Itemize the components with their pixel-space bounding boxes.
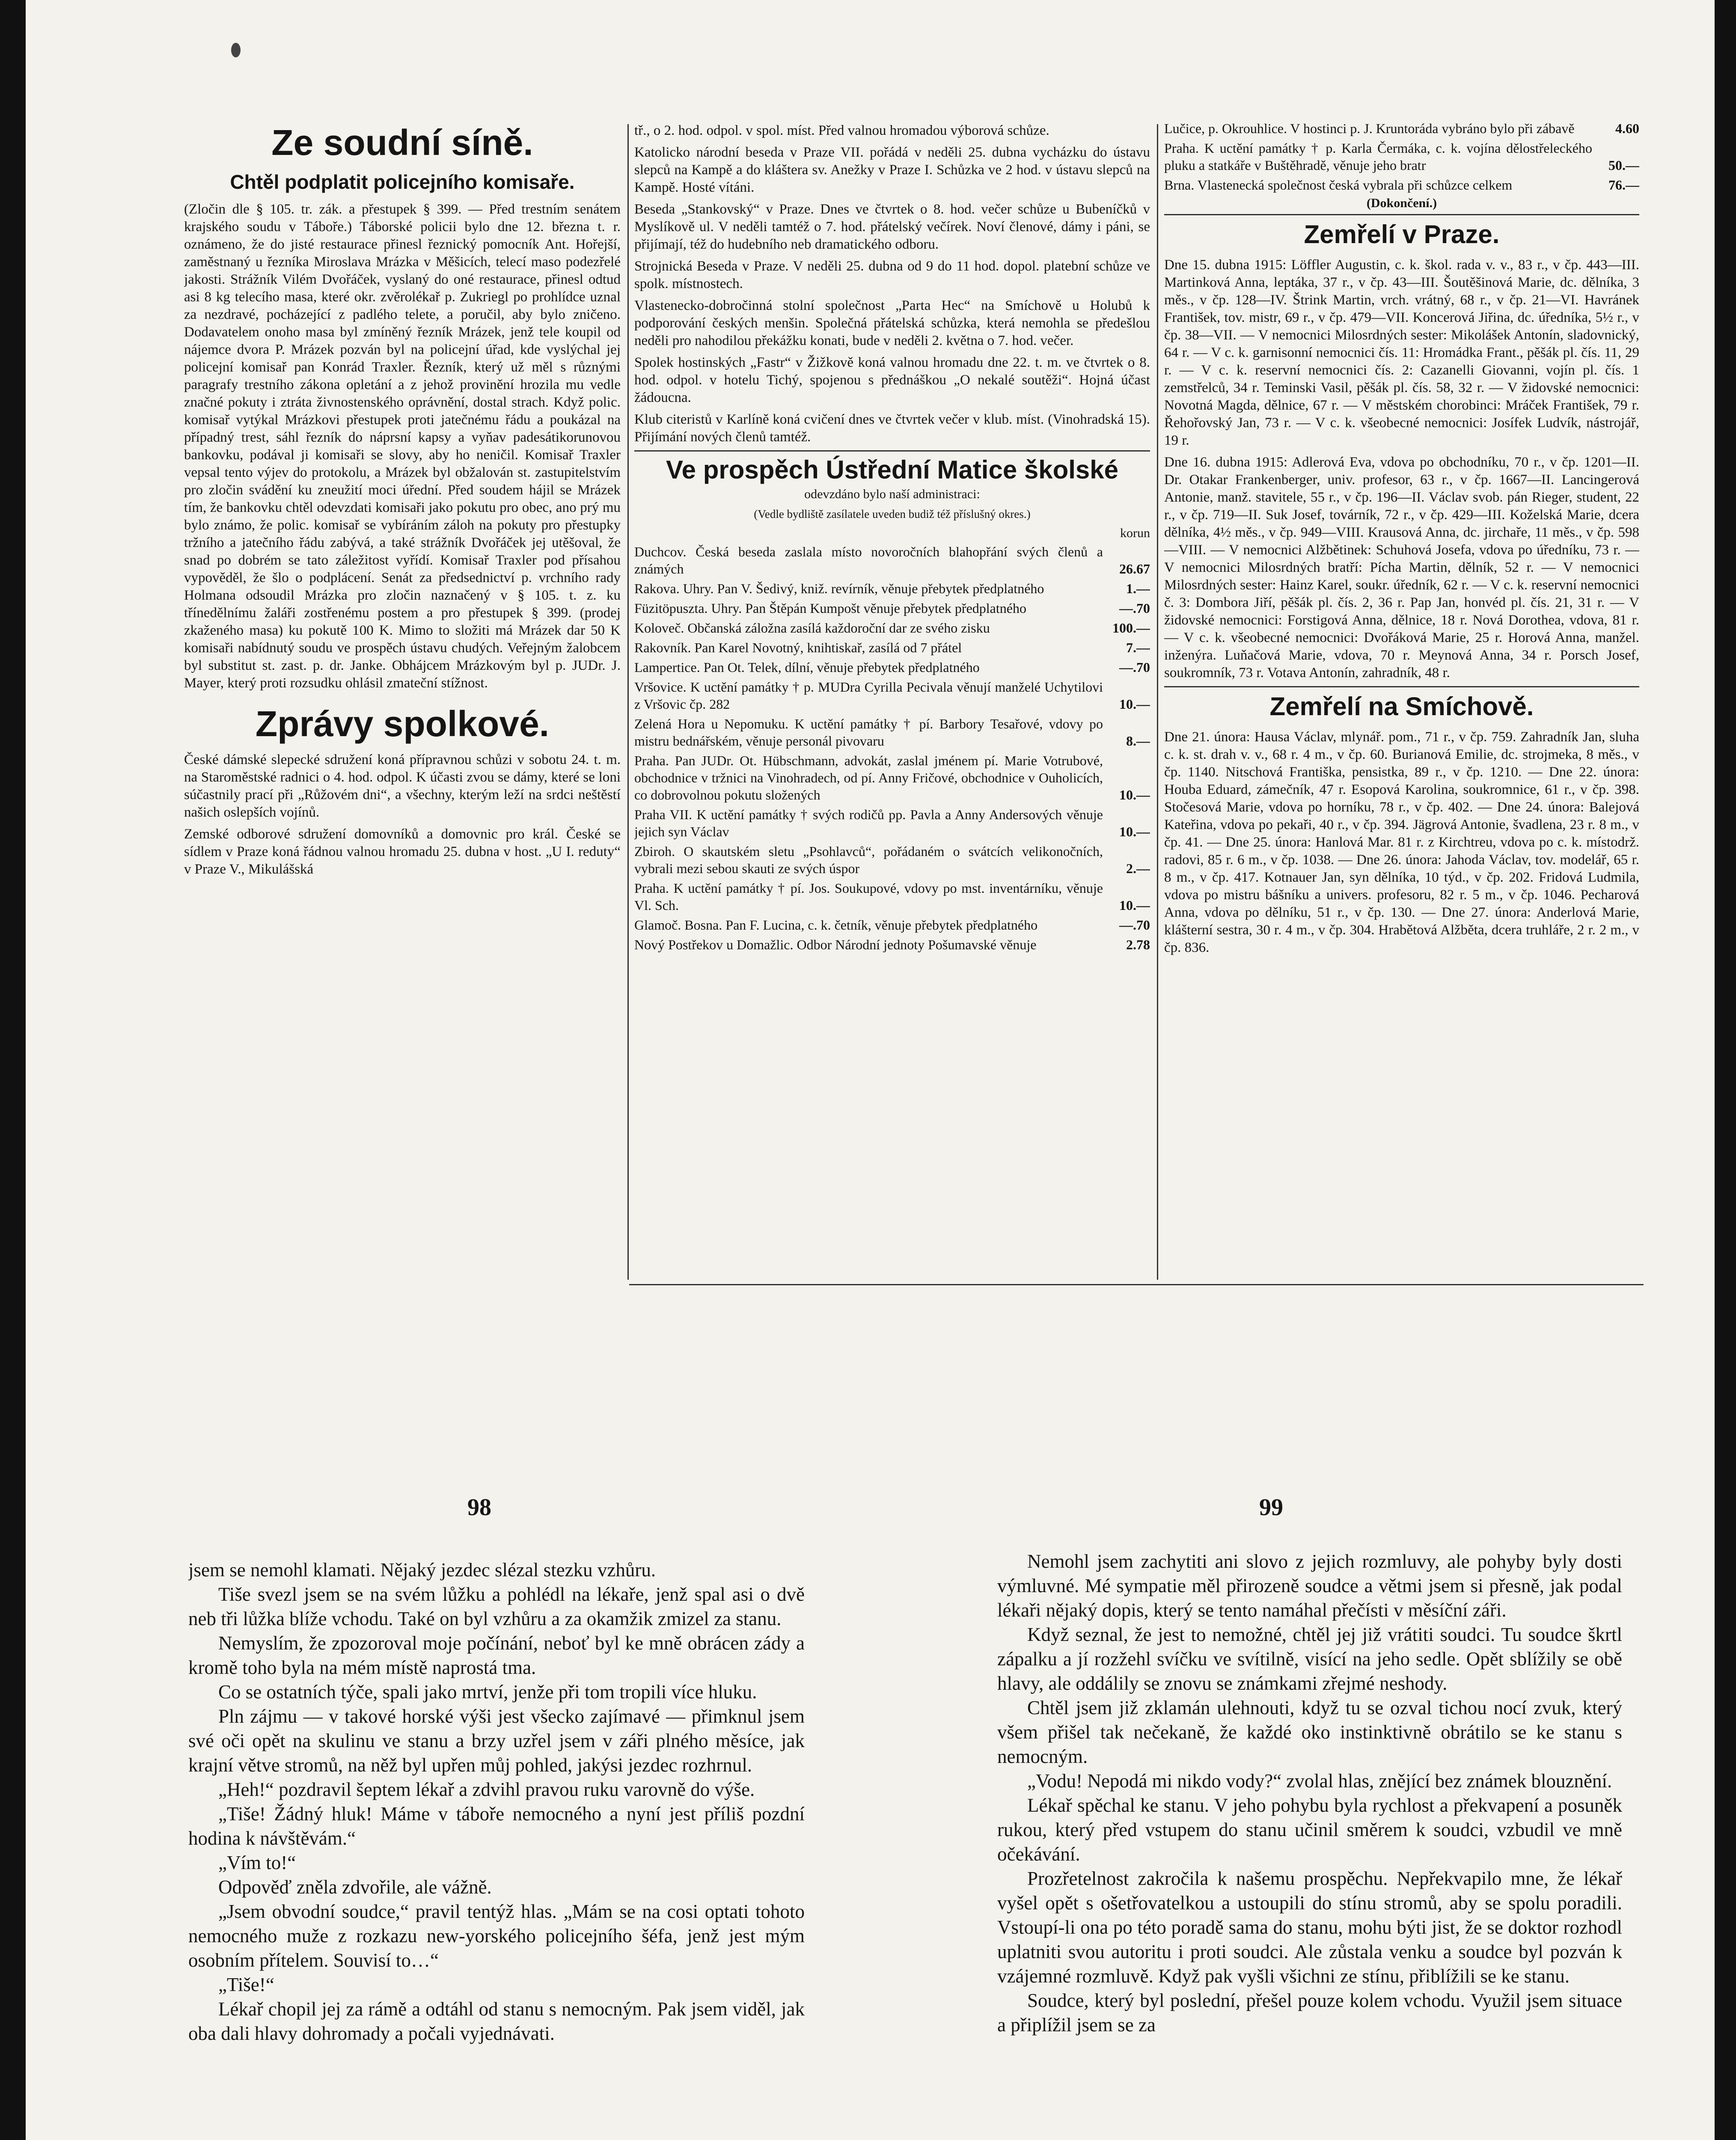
column-divider [627,124,629,1280]
donation-text: Zelená Hora u Nepomuku. K uctění památky † pí. Barbory Tesařové, vdovy po mistru bednářském, věnuje personál pivovaru [634,716,1103,749]
donations-title: Ve prospěch Ústřední Matice školské [666,455,1119,484]
section-divider [1164,214,1639,215]
donation-entry [634,580,1150,597]
donation-entry [634,936,1150,953]
club-notice: Katolicko národní beseda v Praze VII. pořádá v neděli 25. dubna vycházku do ústavu slepců na Kampě a do kláštera sv. Anežky v Praze I. Schůzka ve 2 hod. v ústavu slepců na Kampě. Hosté vítáni. [634,145,1150,195]
newspaper-middle-column [634,122,1150,1278]
club-notice: tř., o 2. hod. odpol. v spol. míst. Před valnou hromadou výborová schůze. [634,123,1049,138]
book-paragraph: „Tiše!“ [218,1974,274,1995]
book-left-page [188,1558,805,2140]
death-notice: Dne 21. února: Hausa Václav, mlynář. pom., 71 r., v čp. 759. Zahradník Jan, sluha c. k. st. drah v. v., 68 r. 4 m., v čp. 60. Burianová Emilie, dc. strojmeka, 8 měs., v čp. 1140. Nitschová Františka, pensistka, 89 r., v čp. 1210. — Dne 22. února: Houba Eduard, zámečník, 47 r. Esopová Karolina, soukromnice, 61 r., v čp. 398. Stočesová Marie, vdova po horníku, 78 r., v čp. 402. — Dne 24. února: Balejová Kateřina, vdova po pekaři, 40 r., v čp. 394. Jägrová Antonie, švadlena, 23 r. 8 m., v čp. 41. — Dne 25. února: Hanlová Mar. 81 r. z Kirchtreu, vdova po c. k. místodrž. radovi, 85 r. 6 m., v čp. 1038. — Dne 26. února: Jahoda Václav, tov. modelář, 65 r. 8 m., v čp. 417. Kotnauer Jan, syn dělníka, 10 týd., v čp. 202. Fridová Ludmila, vdova po mistru bášníku a univers. profesoru, 82 r. 5 m., v čp. 1046. Pecharová Anna, vdova po dělníku, 51 r., v čp. 130. — Dne 27. února: Anderlová Marie, klášterní sestra, 30 r. 4 m., v čp. 304. Hrabětová Alžběta, dcera truhláře, 2 r. 2 m., v čp. 836. [1164,729,1639,955]
club-notice: Zemské odborové sdružení domovníků a domovnic pro král. České se sídlem v Praze koná řádnou valnou hromadu 25. dubna v host. „U I. reduty“ v Praze V., Mikulášská [184,826,621,877]
currency-label: korun [1120,526,1150,540]
column-divider [1157,124,1158,1280]
donation-text: Füzitöpuszta. Uhry. Pan Štěpán Kumpošt věnuje přebytek předplatného [634,600,1026,616]
donation-text: Rakova. Uhry. Pan V. Šedivý, kniž. revírník, věnuje přebytek předplatného [634,581,1044,596]
donation-entry [634,843,1150,877]
donation-entry [634,880,1150,914]
book-paragraph: jsem se nemohl klamati. Nějaký jezdec slézal stezku vzhůru. [188,1559,656,1581]
book-paragraph: Odpověď zněla zdvořile, ale vážně. [218,1876,492,1898]
deaths-prague-list [1164,256,1639,682]
donation-entry [634,639,1150,656]
donation-amount: —.70 [1119,660,1150,675]
donation-text: Lampertice. Pan Ot. Telek, dílní, věnuje přebytek předplatného [634,660,980,675]
donation-text: Nový Postřekov u Domažlic. Odbor Národní jednoty Pošumavské věnuje [634,937,1037,952]
donation-amount: 26.67 [1119,561,1150,577]
section-divider [1164,686,1639,687]
donation-text: Rakovník. Pan Karel Novotný, knihtiskař, zasílá od 7 přátel [634,640,962,655]
donation-text: Praha. K uctění památky † p. Karla Čermáka, c. k. vojína dělostřeleckého pluku a statkáře v Buštěhradě, věnuje jeho bratr [1164,140,1592,173]
donations-note: (Vedle bydliště zasílatele uveden budiž též příslušný okres.) [754,508,1031,520]
newspaper-right-column [1164,120,1639,1280]
deaths-smichov-title: Zemřelí na Smíchově. [1269,692,1534,721]
club-notice: Klub citeristů v Karlíně koná cvičení dnes ve čtvrtek večer v klub. míst. (Vinohradská 15). Přijímání nových členů tamtéž. [634,412,1150,445]
book-paragraph: „Jsem obvodní soudce,“ pravil tentýž hlas. „Mám se na cosi optati tohoto nemocného muže z rozkazu new-yorského policejního šéfa, jenž jest mým osobním přítelem. Souvisí to…“ [188,1901,805,1971]
donation-entry [634,715,1150,749]
left-page-number: 98 [467,1494,491,1521]
donation-amount: 10.— [1119,696,1150,712]
donation-amount: —.70 [1119,600,1150,616]
club-news-body [184,751,621,878]
donation-text: Vršovice. K uctění památky † p. MUDra Cyrilla Pecivala věnují manželé Uchytilovi z Vršovic čp. 282 [634,679,1103,712]
death-notice: Dne 16. dubna 1915: Adlerová Eva, vdova po obchodníku, 70 r., v čp. 1201—II. Dr. Otakar Frankenberger, univ. profesor, 63 r., v čp. 1667—II. Lancingerová Antonie, manž. stavitele, 55 r., v čp. 196—II. Václav svob. pán Rieger, student, 22 r., v čp. 719—II. Suk Josef, továrník, 72 r., v čp. 429—III. Koželská Marie, dcera dělníka, 4½ měs., v čp. 949—VIII. Krausová Anna, dc. jirchaře, 11 měs., v čp. 598—VIII. — V nemocnici Alžbětinek: Schuhová Josefa, vdova po úředníku, 73 r. — V nemocnici Milosrdných bratří: Pícha Martin, dělník, 52 r. — V nemocnici Milosrdných sester: Hainz Karel, soukr. úředník, 62 r. — V c. k. reservní nemocnici č. 3: Dombora Jiří, pěšák pl. čís. 2, 36 r. Pap Jan, honvéd pl. čís. 21, 31 r. — V židovské nemocnici: Forstigová Anna, dělnice, 18 r. Nová Dorothea, vdova, 81 r. — V c. k. všeobecné nemocnici: Dvořáková Marie, 25 r. Horová Anna, manžel. inženýra. Luňačová Marie, vdova, 70 r. Meynová Anna, 34 r. Porsch Josef, soukromník, 73 r. Votava Antonín, zahradník, 48 r. [1164,455,1639,681]
book-paragraph: „Vodu! Nepodá mi nikdo vody?“ zvolal hlas, znějící bez známek blouznění. [1027,1770,1612,1792]
scan-left-edge [0,0,26,2140]
book-paragraph: Nemohl jsem zachytiti ani slovo z jejich rozmluvy, ale pohyby byly dosti výmluvné. Mé sympatie měl přirozeně soudce a větmi jsem si přesně, jak podal lékaři nějaký dopis, který se tento namáhal přečísti v měsíční záři. [997,1551,1622,1621]
death-notice: Dne 15. dubna 1915: Löffler Augustin, c. k. škol. rada v. v., 83 r., v čp. 443—III. Martinková Anna, leptáka, 37 r., v čp. 43—III. Šoutěšinová Marie, dc. dělníka, 3 měs., v čp. 128—IV. Štrink Martin, vrch. vrátný, 68 r., v čp. 21—VI. Havránek František, tov. mistr, 69 r., v čp. 479—VII. Koncerová Jiřina, dc. úředníka, 5½ r., v čp. 38—VII. — V nemocnici Milosrdných sester: Mikolášek Antonín, sladovnický, 64 r. — V c. k. garnisonní nemocnici čís. 11: Hromádka Frant., pěšák pl. čís. 11, 29 r. — V c. k. reservní nemocnici čís. 2: Cazanelli Giovanni, vojín pl. čís. 1 zemstřelců, 34 r. Teminski Vasil, pěšák pl. čís. 58, 32 r. — V židovské nemocnici: Novotná Magda, dělnice, 67 r. — V městském chorobinci: Mráček František, 79 r. Řehořovský Jan, 73 r. — V c. k. všeobecné nemocnici: Josífek Ludvík, nástrojář, 19 r. [1164,257,1639,448]
donation-amount: 50.— [1608,158,1639,173]
article-paragraph: (Zločin dle § 105. tr. zák. a přestupek § 399. — Před trestním senátem krajského soudu v Táboře.) Táborské policii bylo dne 12. března t. r. oznámeno, že do jisté restaurace přinesl řeznický pomocník Ant. Hořejší, zaměstnaný u řezníka Miroslava Mrázka v Měšicích, telecí maso podezřelé jakosti. Strážník Vilém Dvořáček, vyslaný do oné restaurace, přinesl odtud asi 8 kg telecího masa, které okr. zvěrolékař p. Zukriegl po prohlídce uznal za nezdravé, pocházející z padlého telete, a poručil, aby bylo zničeno. Dodavatelem onoho masa byl zmíněný řezník Mrázek, jenž tele koupil od nájemce dvora P. Mrázek pozván byl na policejní úřad, kde vyslýchal jej policejní komisař pan Konrád Traxler. Řezník, který už měl s různými paragrafy trestního zákona opletání a z jehož provinění hrozila mu vedle značné pokuty i ztráta živnostenského oprávnění, dostal strach. Když polic. komisař vytýkal Mrázkovi přestupek proti jatečnému řádu a poukázal na případný trest, sáhl řezník do náprsní kapsy a vyňav padesátikorunovou bankovku, podával ji komisaři se slovy, aby ho neničil. Komisař Traxler vepsal tento výjev do protokolu, a Mrázek byl obžalován st. zastupitelstvím pro zločin svádění ku zneužití moci úřední. Před soudem hájil se Mrázek tím, že bankovku chtěl odevzdati komisaři jako pokutu pro obec, ano prý mu bylo známo, že polic. komisař se vybíráním záloh na pokuty pro přestupky tržního a jatečního řádu zabývá, a také strážník Dvořáček jej utěšoval, že snad po dobrém se tato záležitost vyřídí. Komisař Traxler pod přísahou vypověděl, že šlo o podplácení. Senát za předsednictví p. vrchního rady Holmana odsoudil Mrázka pro zločin naznačený v § 105. t. z. ku třínedělnímu žaláři zostřenému postem a pro přestupek § 399. (prodej zkaženého masa) ku pokutě 100 K. Mimo to složiti má Mrázek dar 50 K komisaři nabídnutý soudu ve prospěch ústavu chudých. Veřejným žalobcem byl substitut st. zast. p. dr. Janke. Obhájcem Mrázkovým byl p. JUDr. J. Mayer, který proti rozsudku ohlásil zmateční stížnost. [184,202,621,691]
court-section-title: Ze soudní síně. [271,122,533,163]
donation-entry [634,806,1150,840]
donation-entry [1164,120,1639,137]
book-paragraph: Chtěl jsem již zklamán ulehnouti, když tu se ozval tichou nocí zvuk, který všem přišel tak nečekaně, že každé oko instinktivně obrátilo se ke stanu s nemocným. [997,1697,1622,1767]
donation-entry [634,543,1150,577]
donation-text: Praha. K uctění památky † pí. Jos. Soukupové, vdovy po mst. inventárníku, věnuje Vl. Sch. [634,880,1103,913]
clipping-bottom-rule [629,1284,1644,1285]
club-news-continued [634,122,1150,446]
court-article-body [184,201,621,692]
donation-amount: 1.— [1126,581,1150,596]
donation-text: Praha VII. K uctění památky † svých rodičů pp. Pavla a Anny Andersových věnuje jejich syn Václav [634,807,1103,839]
donation-amount: 10.— [1119,898,1150,913]
book-paragraph: Lékař chopil jej za rámě a odtáhl od stanu s nemocným. Pak jsem viděl, jak oba dali hlavy dohromady a počali vyjednávati. [188,1998,805,2044]
book-paragraph: Soudce, který byl poslední, přešel pouze kolem vchodu. Využil jsem situace a připlížil jsem se za [997,1990,1622,2036]
book-paragraph: Prozřetelnost zakročila k našemu prospěchu. Nepřekvapilo mne, že lékař vyšel opět s ošetřovatelkou a ustoupili do stínu stromů, aby se spolu poradili. Vstoupí-li ona po této poradě sama do stanu, mohu býti jist, že se doktor rozhodl uplatniti svou autoritu i proti soudci. Ale zůstala venku a soudce byl pozván k vzájemné rozmluvě. Když pak vyšli všichni ze stínu, přiblížili se ke stanu. [997,1868,1622,1987]
continuation-note: (Dokončení.) [1366,196,1437,210]
donation-amount: 4.60 [1615,121,1639,136]
donation-amount: 10.— [1119,787,1150,802]
newspaper-left-column [184,118,621,1102]
court-article-subtitle: Chtěl podplatit policejního komisaře. [230,171,575,193]
book-paragraph: Nemyslím, že zpozoroval moje počínání, neboť byl ke mně obrácen zády a kromě toho byla na mém místě naprostá tma. [188,1632,805,1678]
section-divider [634,450,1150,452]
donation-entry [634,678,1150,713]
book-paragraph: „Heh!“ pozdravil šeptem lékař a zdvihl pravou ruku varovně do výše. [218,1779,755,1800]
club-notice: Vlastenecko-dobročinná stolní společnost „Parta Hec“ na Smíchově u Holubů k podporování českých menšin. Společná přátelská schůzka, která nemohla se předešlou neděli pro nahodilou překážku konati, bude v neděli 2. května o 7. hod. večer. [634,298,1150,348]
deaths-prague-title: Zemřelí v Praze. [1304,220,1500,249]
donation-text: Praha. Pan JUDr. Ot. Hübschmann, advokát, zaslal jménem pí. Marie Votrubové, obchodnice v tržnici na Vinohradech, od pí. Anny Fričové, obchodnice v Ouholicích, co dobrovolnou pokutu složených [634,753,1103,802]
deaths-smichov-list [1164,728,1639,957]
donation-text: Duchcov. Česká beseda zaslala místo novoročních blahopřání svých členů a známých [634,544,1103,577]
donation-text: Koloveč. Občanská záložna zasílá každoroční dar ze svého zisku [634,620,990,636]
donation-entry [1164,140,1639,174]
book-paragraph: Co se ostatních týče, spali jako mrtví, jenže při tom tropili více hluku. [218,1681,757,1703]
book-paragraph: Pln zájmu — v takové horské výši jest všecko zajímavé — přimknul jsem své oči opět na skulinu ve stanu a brzy uzřel jsem v záři plného měsíce, jak krajní větve stromů, na něž byl upřen můj pohled, jakýsi jezdec rozhrnul. [188,1706,805,1776]
donation-amount: 76.— [1608,177,1639,193]
scan-dot [231,43,241,57]
donations-subtitle: odevzdáno bylo naší administraci: [804,487,980,501]
donation-text: Glamoč. Bosna. Pan F. Lucina, c. k. četník, věnuje přebytek předplatného [634,917,1038,933]
right-page-number: 99 [1259,1494,1283,1521]
donation-amount: 8.— [1126,733,1150,749]
donation-text: Brna. Vlastenecká společnost česká vybrala při schůzce celkem [1164,177,1513,193]
donation-entry [634,916,1150,933]
book-paragraph: „Vím to!“ [218,1852,296,1873]
book-paragraph: Když seznal, že jest to nemožné, chtěl jej již vrátiti soudci. Tu soudce škrtl zápalku a jí rozžehl svíčku ve svítilně, visící na jeho sedle. Opět sblížily se obě hlavy, ale oddálily se znovu se známkami zřejmé neshody. [997,1624,1622,1694]
club-news-title: Zprávy spolkové. [255,704,550,744]
donations-continued [1164,120,1639,193]
donation-entry [1164,176,1639,193]
donation-entry [634,752,1150,803]
donation-amount: 10.— [1119,824,1150,839]
donation-amount: 100.— [1112,620,1150,636]
donation-amount: 2.— [1126,861,1150,876]
donations-list [634,543,1150,953]
book-paragraph: Lékař spěchal ke stanu. V jeho pohybu byla rychlost a překvapení a posuněk rukou, který před vstupem do stanu učinil směrem k soudci, vzbudil ve mně očekávání. [997,1795,1622,1865]
club-notice: České dámské slepecké sdružení koná přípravnou schůzi v sobotu 24. t. m. na Staroměstské radnici o 4. hod. odpol. K účasti zvou se dámy, které se loni súčastnily prací při „Růžovém dni“, a všechny, kterým leží na srdci neštěstí našich oslepších vojínů. [184,752,621,820]
book-right-page [997,1549,1622,2140]
book-paragraph: Tiše svezl jsem se na svém lůžku a pohlédl na lékaře, jenž spal asi o dvě neb tři lůžka blíže vchodu. Také on byl vzhůru a za okamžik zmizel za stanu. [188,1584,805,1629]
donation-amount: 2.78 [1126,937,1150,952]
donation-entry [634,600,1150,617]
book-paragraph: „Tiše! Žádný hluk! Máme v táboře nemocného a nyní jest příliš pozdní hodina k návštěvám.“ [188,1803,805,1849]
donation-text: Zbiroh. O skautském sletu „Psohlavců“, pořádaném o svátcích velikonočních, vybrali mezi sebou skauti ze svých úspor [634,844,1103,876]
donation-amount: —.70 [1119,917,1150,933]
scan-right-edge [1715,0,1736,2140]
club-notice: Beseda „Stankovský“ v Praze. Dnes ve čtvrtek o 8. hod. večer schůze u Bubeníčků v Myslíkově ul. V neděli tamtéž o 7. hod. přátelský večírek. Noví členové, dámy i páni, se přijímají, též do hudebního neb dramatického odboru. [634,202,1150,252]
donation-entry [634,619,1150,636]
donation-entry [634,659,1150,676]
donation-amount: 7.— [1126,640,1150,655]
club-notice: Strojnická Beseda v Praze. V neděli 25. dubna od 9 do 11 hod. dopol. platební schůze ve spolk. místnostech. [634,259,1150,291]
donation-text: Lučice, p. Okrouhlice. V hostinci p. J. Kruntoráda vybráno bylo při zábavě [1164,121,1575,136]
club-notice: Spolek hostinských „Fastr“ v Žižkově koná valnou hromadu dne 22. t. m. ve čtvrtek o 8. hod. odpol. v hotelu Tichý, spojenou s přednáškou „O nekalé soutěži“. Hojná účast žádoucna. [634,355,1150,405]
